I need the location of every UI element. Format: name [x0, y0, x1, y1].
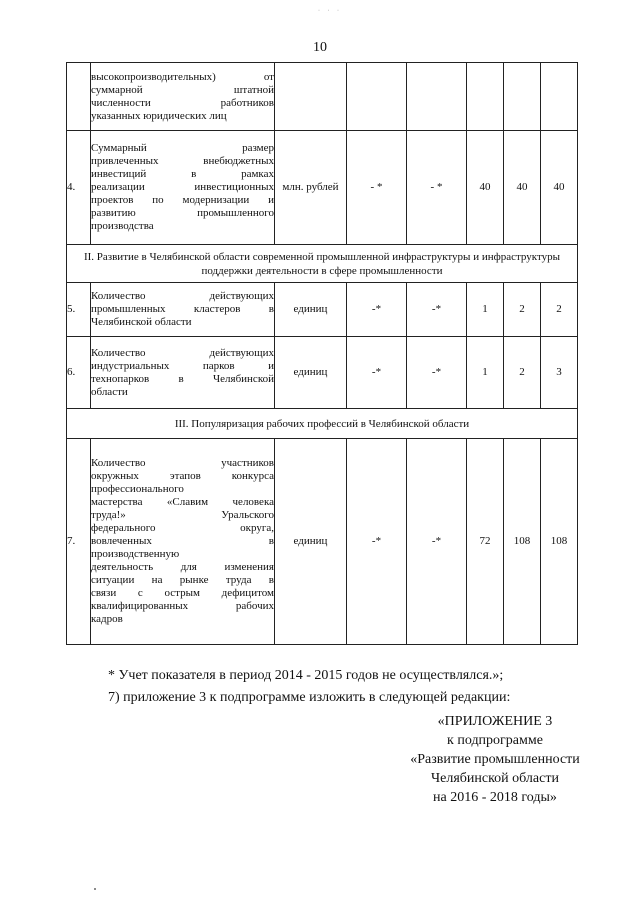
value-cell [347, 63, 407, 131]
appendix-line: к подпрограмме [447, 733, 543, 748]
section-heading-row [67, 409, 578, 439]
unit-cell: единиц [275, 337, 347, 409]
indicator-name: Количество действующих промышленных кластеров в Челябинской области [91, 283, 275, 337]
row-number: 5. [67, 283, 91, 337]
appendix-heading [380, 712, 610, 807]
table-row-6 [67, 337, 578, 409]
value-cell [541, 63, 578, 131]
unit-cell [275, 63, 347, 131]
value-cell [407, 63, 467, 131]
value-cell: -* [407, 283, 467, 337]
value-cell: 1 [467, 337, 504, 409]
value-cell: -* [407, 439, 467, 645]
page-number: 10 [313, 40, 327, 55]
indicators-table [66, 62, 578, 645]
value-cell: 40 [467, 131, 504, 245]
value-cell: -* [347, 337, 407, 409]
row-number: 6. [67, 337, 91, 409]
row-number: 7. [67, 439, 91, 645]
indicator-name: Количество действующих индустриальных парков и технопарков в Челябинской области [91, 337, 275, 409]
scan-artifact: · · · [318, 8, 342, 14]
value-cell: 40 [541, 131, 578, 245]
table-row-5 [67, 283, 578, 337]
value-cell: 1 [467, 283, 504, 337]
indicator-name: высокопроизводительных) от суммарной штатной численности работников указанных юридических лиц [91, 63, 275, 131]
value-cell: 3 [541, 337, 578, 409]
unit-cell: млн. рублей [275, 131, 347, 245]
value-cell: - * [407, 131, 467, 245]
appendix-line: «Развитие промышленности [410, 752, 580, 767]
section-heading: II. Развитие в Челябинской области современной промышленной инфраструктуры и инфраструктуры поддержки деятельности в сфере промышленности [67, 245, 578, 283]
appendix-line: на 2016 - 2018 годы» [433, 790, 557, 805]
value-cell: 2 [504, 283, 541, 337]
row-number [67, 63, 91, 131]
value-cell: 108 [541, 439, 578, 645]
value-cell: -* [347, 439, 407, 645]
value-cell: 40 [504, 131, 541, 245]
section-heading-row [67, 245, 578, 283]
table-row-7 [67, 439, 578, 645]
value-cell: -* [407, 337, 467, 409]
unit-cell: единиц [275, 439, 347, 645]
row-number: 4. [67, 131, 91, 245]
value-cell: -* [347, 283, 407, 337]
indicator-name: Суммарный размер привлеченных внебюджетных инвестиций в рамках реализации инвестиционных проектов по модернизации и развитию промышленного производства [91, 131, 275, 245]
appendix-title: «ПРИЛОЖЕНИЕ 3 [437, 714, 553, 729]
value-cell: 2 [541, 283, 578, 337]
value-cell: 72 [467, 439, 504, 645]
table-row-4 [67, 131, 578, 245]
appendix-line: Челябинской области [431, 771, 559, 786]
value-cell: 2 [504, 337, 541, 409]
table-row-continuation [67, 63, 578, 131]
value-cell: - * [347, 131, 407, 245]
value-cell [504, 63, 541, 131]
amendment-instruction: 7) приложение 3 к подпрограмме изложить в следующей редакции: [108, 690, 511, 705]
value-cell [467, 63, 504, 131]
section-heading: III. Популяризация рабочих профессий в Челябинской области [67, 409, 578, 439]
unit-cell: единиц [275, 283, 347, 337]
indicator-name: Количество участников окружных этапов конкурса профессионального мастерства «Славим человека труда!» Уральского федерального округа, вовлеченных в производственную деятельность для изменения ситуации на рынке труда в связи с острым дефицитом квалифицированных рабочих кадров [91, 439, 275, 645]
value-cell: 108 [504, 439, 541, 645]
footnote: * Учет показателя в период 2014 - 2015 годов не осуществлялся.»; [108, 668, 504, 683]
scan-artifact [94, 888, 96, 890]
